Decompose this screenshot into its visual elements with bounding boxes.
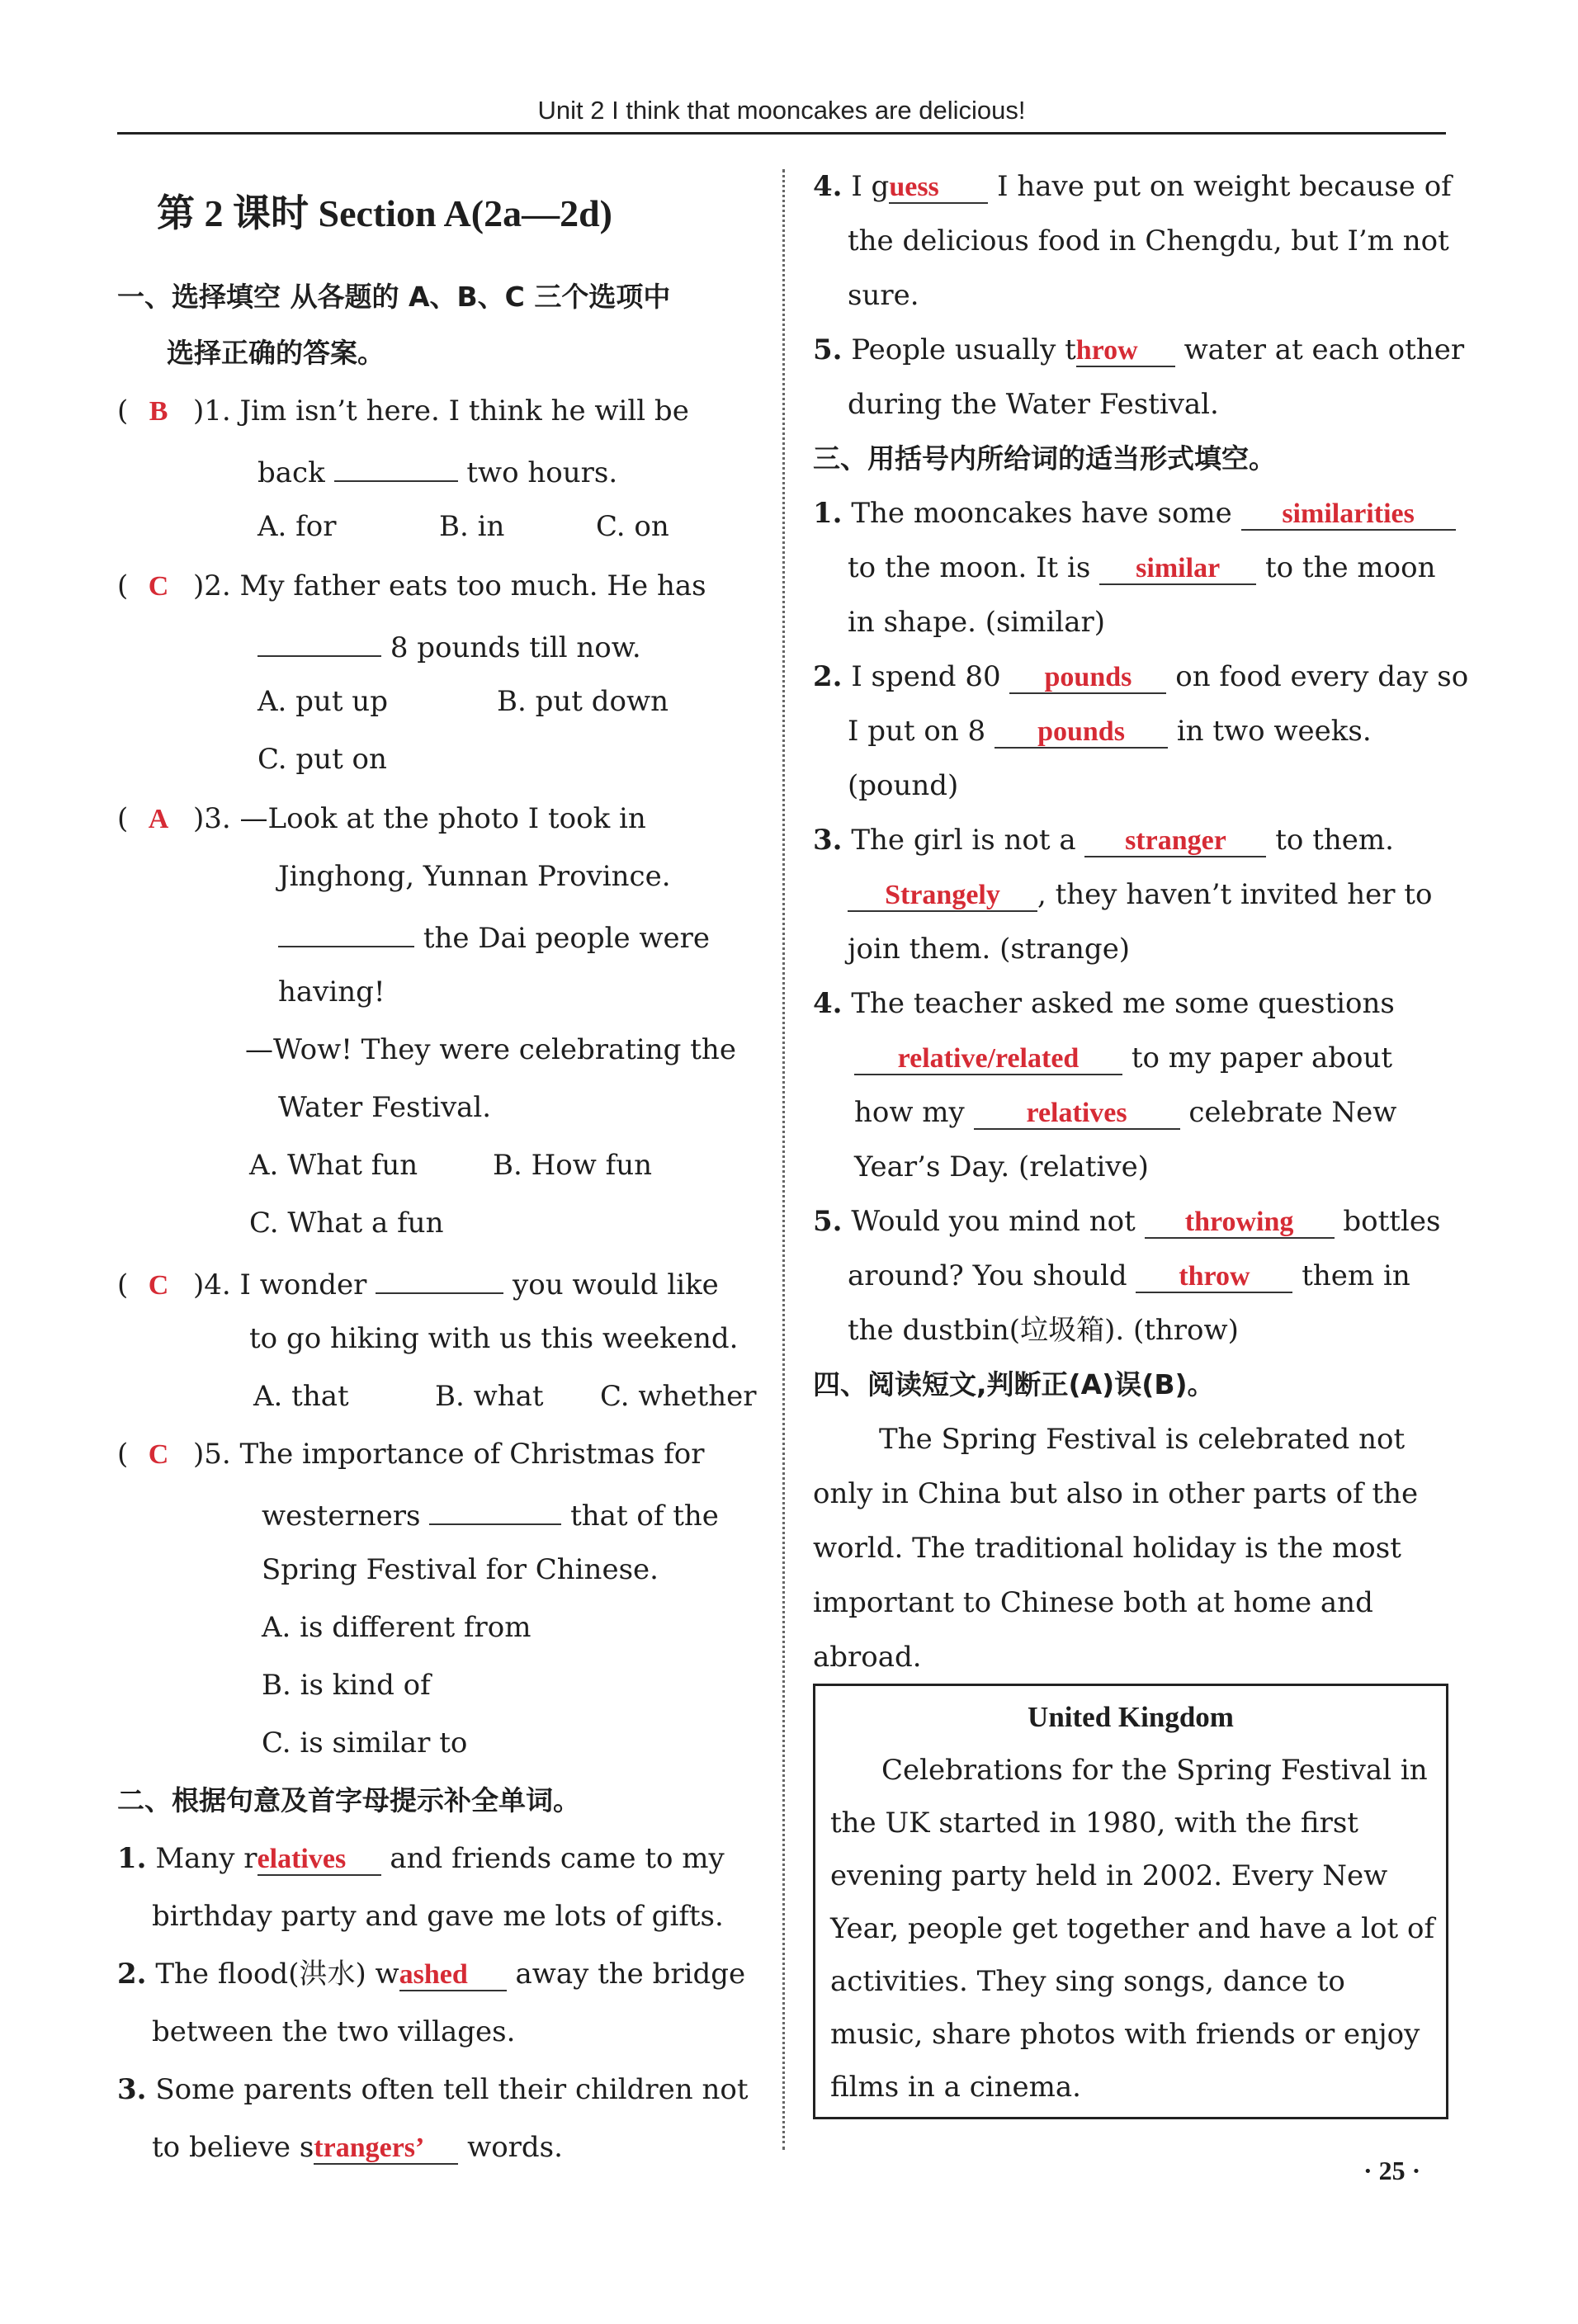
mc-option: B. in	[439, 510, 505, 543]
mc-question-1-line2	[257, 452, 617, 489]
header-rule	[117, 132, 1446, 135]
q-text: and friends came to my	[390, 1842, 725, 1875]
q-text: Some parents often tell their children not	[155, 2073, 749, 2106]
mc-question-2-line2	[257, 627, 641, 664]
box-title: United Kingdom	[1028, 1701, 1234, 1733]
word-form-question-4-line2	[854, 1042, 1392, 1075]
q-text: to them.	[1275, 824, 1394, 857]
word-form-question-1-line2	[848, 551, 1436, 585]
mc-text: that of the	[570, 1500, 719, 1533]
answer-text: hrow	[1076, 336, 1175, 367]
box-line: Year, people get together and have a lot of	[830, 1912, 1435, 1945]
fill-question-1	[117, 1842, 725, 1876]
mc-text: back	[257, 456, 325, 489]
q-text: between the two villages.	[152, 2015, 516, 2048]
q-text: (pound)	[848, 769, 959, 802]
answer-text: ashed	[399, 1960, 507, 1991]
q-text: to believe s	[152, 2131, 314, 2164]
mc-option: A. for	[257, 510, 337, 543]
mc-answer-2: C	[148, 571, 169, 602]
section3-title: 三、用括号内所给词的适当形式填空。	[813, 442, 1276, 475]
q-text: in shape. (similar)	[848, 606, 1106, 639]
answer-text: relative/related	[854, 1044, 1122, 1075]
q-num: 2.	[813, 660, 843, 693]
mc-text: to go hiking with us this weekend.	[249, 1322, 739, 1355]
section1-title: 一、选择填空 从各题的 A、B、C 三个选项中	[117, 281, 671, 313]
q-num: 5.	[813, 333, 843, 366]
fill-question-3	[117, 2073, 749, 2106]
mc-option: A. put up	[257, 685, 388, 718]
answer-text: relatives	[974, 1098, 1180, 1130]
mc-option: C. What a fun	[249, 1207, 444, 1240]
word-form-question-5-line2	[848, 1259, 1410, 1293]
answer-text: throw	[1136, 1262, 1292, 1293]
q-text: the dustbin(垃圾箱). (throw)	[848, 1314, 1239, 1347]
q-text: I have put on weight because of	[997, 170, 1452, 203]
mc-question-1: ( B )1. Jim isn’t here. I think he will be	[117, 394, 689, 427]
box-line: films in a cinema.	[830, 2071, 1081, 2104]
page-header	[117, 92, 1446, 132]
mc-num: )4.	[193, 1268, 231, 1301]
q-text: Year’s Day. (relative)	[854, 1150, 1149, 1183]
mc-option: A. What fun	[249, 1149, 418, 1182]
q-text: birthday party and gave me lots of gifts.	[152, 1900, 724, 1933]
mc-question-5-line2	[262, 1495, 719, 1533]
q-num: 4.	[813, 987, 843, 1020]
q-text: them in	[1302, 1259, 1410, 1292]
q-text: water at each other	[1184, 333, 1465, 366]
reading-box	[813, 1684, 1448, 2119]
mc-option: C. put on	[257, 743, 387, 776]
passage-line: only in China but also in other parts of the	[813, 1477, 1419, 1510]
mc-text: I wonder	[239, 1268, 367, 1301]
q-text: celebrate New	[1188, 1096, 1397, 1129]
passage-line: important to Chinese both at home and	[813, 1586, 1373, 1619]
q-text: around? You should	[848, 1259, 1127, 1292]
answer-blank	[278, 918, 414, 947]
mc-text: Water Festival.	[278, 1091, 492, 1124]
mc-question-3: ( A )3. —Look at the photo I took in	[117, 802, 646, 835]
mc-num: )3.	[193, 802, 231, 835]
mc-text: Spring Festival for Chinese.	[262, 1553, 659, 1586]
mc-text: Jim isn’t here. I think he will be	[239, 394, 689, 427]
mc-option: C. is similar to	[262, 1726, 468, 1760]
mc-text: the Dai people were	[423, 922, 711, 955]
mc-text: —Wow! They were celebrating the	[245, 1033, 736, 1066]
mc-text: 8 pounds till now.	[390, 631, 641, 664]
q-text: to my paper about	[1131, 1042, 1393, 1075]
answer-text: pounds	[1009, 663, 1166, 694]
word-form-question-2-line2	[848, 715, 1372, 749]
box-line: the UK started in 1980, with the first	[830, 1807, 1358, 1840]
q-text: I spend 80	[851, 660, 1001, 693]
mc-text: westerners	[262, 1500, 421, 1533]
box-line: activities. They sing songs, dance to	[830, 1965, 1345, 1998]
fill-question-2	[117, 1958, 745, 1991]
answer-text: stranger	[1084, 826, 1266, 857]
mc-text: Jinghong, Yunnan Province.	[278, 860, 671, 893]
q-text: in two weeks.	[1176, 715, 1372, 748]
q-text: The teacher asked me some questions	[851, 987, 1395, 1020]
q-text: The mooncakes have some	[851, 497, 1232, 530]
word-form-question-4	[813, 987, 1395, 1020]
page-number: · 25 ·	[1363, 2156, 1421, 2185]
q-text: I put on 8	[848, 715, 986, 748]
q-text: Would you mind not	[851, 1205, 1136, 1238]
q-text: words.	[467, 2131, 563, 2164]
mc-question-4: ( C )4. I wonder you would like	[117, 1264, 719, 1302]
mc-option: B. How fun	[493, 1149, 653, 1182]
passage-line: abroad.	[813, 1641, 922, 1674]
mc-num: )1.	[193, 394, 231, 427]
mc-num: )5.	[193, 1438, 231, 1471]
q-text: to the moon. It is	[848, 551, 1091, 584]
box-line: music, share photos with friends or enjoy	[830, 2018, 1420, 2051]
q-num: 5.	[813, 1205, 843, 1238]
mc-text: The importance of Christmas for	[239, 1438, 705, 1471]
word-form-question-3-line2	[848, 878, 1432, 912]
mc-answer-5: C	[148, 1439, 169, 1470]
mc-text: you would like	[513, 1268, 719, 1301]
mc-text: having!	[278, 975, 385, 1008]
lesson-title: 第 2 课时 Section A(2a—2d)	[157, 192, 612, 234]
word-form-question-2	[813, 660, 1468, 694]
answer-text: elatives	[257, 1845, 381, 1876]
mc-option: B. put down	[497, 685, 669, 718]
q-num: 4.	[813, 170, 843, 203]
q-num: 1.	[813, 497, 843, 530]
q-text: how my	[854, 1096, 965, 1129]
mc-text: two hours.	[466, 456, 618, 489]
q-num: 3.	[813, 824, 843, 857]
q-text: on food every day so	[1175, 660, 1469, 693]
q-text: , they haven’t invited her to	[1037, 878, 1433, 911]
q-text: to the moon	[1264, 551, 1436, 584]
q-text: the delicious food in Chengdu, but I’m not	[848, 224, 1449, 257]
q-num: 1.	[117, 1842, 147, 1875]
mc-answer-4: C	[148, 1270, 169, 1301]
mc-option: C. whether	[600, 1380, 757, 1413]
mc-option: A. is different from	[262, 1611, 532, 1644]
fill-question-3-line2	[152, 2131, 563, 2165]
word-form-question-1	[813, 497, 1456, 531]
mc-option: A. that	[253, 1380, 349, 1413]
passage-line: world. The traditional holiday is the most	[813, 1532, 1401, 1565]
q-text: away the bridge	[515, 1958, 746, 1991]
q-text: The girl is not a	[851, 824, 1076, 857]
word-form-question-5	[813, 1205, 1440, 1239]
section4-title: 四、阅读短文,判断正(A)误(B)。	[813, 1368, 1215, 1401]
mc-text: —Look at the photo I took in	[239, 802, 646, 835]
mc-option: B. is kind of	[262, 1669, 431, 1702]
mc-text: My father eats too much. He has	[239, 569, 706, 602]
q-text: join them. (strange)	[848, 933, 1131, 966]
answer-blank	[429, 1495, 561, 1525]
answer-text: pounds	[995, 717, 1168, 749]
section1-title-2: 选择正确的答案。	[167, 337, 385, 369]
q-text: sure.	[848, 279, 919, 312]
mc-question-5: ( C )5. The importance of Christmas for	[117, 1438, 705, 1471]
column-divider	[782, 169, 785, 2150]
answer-text: similar	[1099, 554, 1256, 585]
answer-text: Strangely	[848, 881, 1037, 912]
mc-answer-3: A	[148, 804, 169, 834]
mc-option: C. on	[596, 510, 669, 543]
q-text: during the Water Festival.	[848, 388, 1219, 421]
answer-text: similarities	[1241, 499, 1456, 531]
answer-text: uess	[889, 172, 988, 204]
q-text: Many r	[155, 1842, 257, 1875]
q-num: 2.	[117, 1958, 147, 1991]
answer-text: trangers’	[314, 2133, 458, 2165]
fill-question-4	[813, 170, 1452, 204]
q-text: bottles	[1343, 1205, 1441, 1238]
section2-title: 二、根据句意及首字母提示补全单词。	[117, 1784, 580, 1816]
mc-question-3-line3	[278, 918, 710, 955]
answer-blank	[257, 627, 381, 657]
word-form-question-4-line3	[854, 1096, 1396, 1130]
answer-text: throwing	[1145, 1207, 1335, 1239]
q-text: People usually t	[851, 333, 1076, 366]
q-text: The flood(洪水) w	[155, 1958, 399, 1991]
q-num: 3.	[117, 2073, 147, 2106]
unit-title: Unit 2 I think that mooncakes are delicious!	[537, 96, 1026, 125]
box-line: Celebrations for the Spring Festival in	[881, 1754, 1428, 1787]
q-text: I g	[851, 170, 890, 203]
answer-blank	[376, 1264, 503, 1294]
fill-question-5	[813, 333, 1464, 367]
mc-answer-1: B	[149, 396, 168, 427]
mc-question-2: ( C )2. My father eats too much. He has	[117, 569, 706, 602]
mc-num: )2.	[193, 569, 231, 602]
passage-line: The Spring Festival is celebrated not	[879, 1423, 1406, 1456]
word-form-question-3	[813, 824, 1394, 857]
box-line: evening party held in 2002. Every New	[830, 1859, 1388, 1892]
answer-blank	[334, 452, 458, 482]
mc-option: B. what	[435, 1380, 544, 1413]
